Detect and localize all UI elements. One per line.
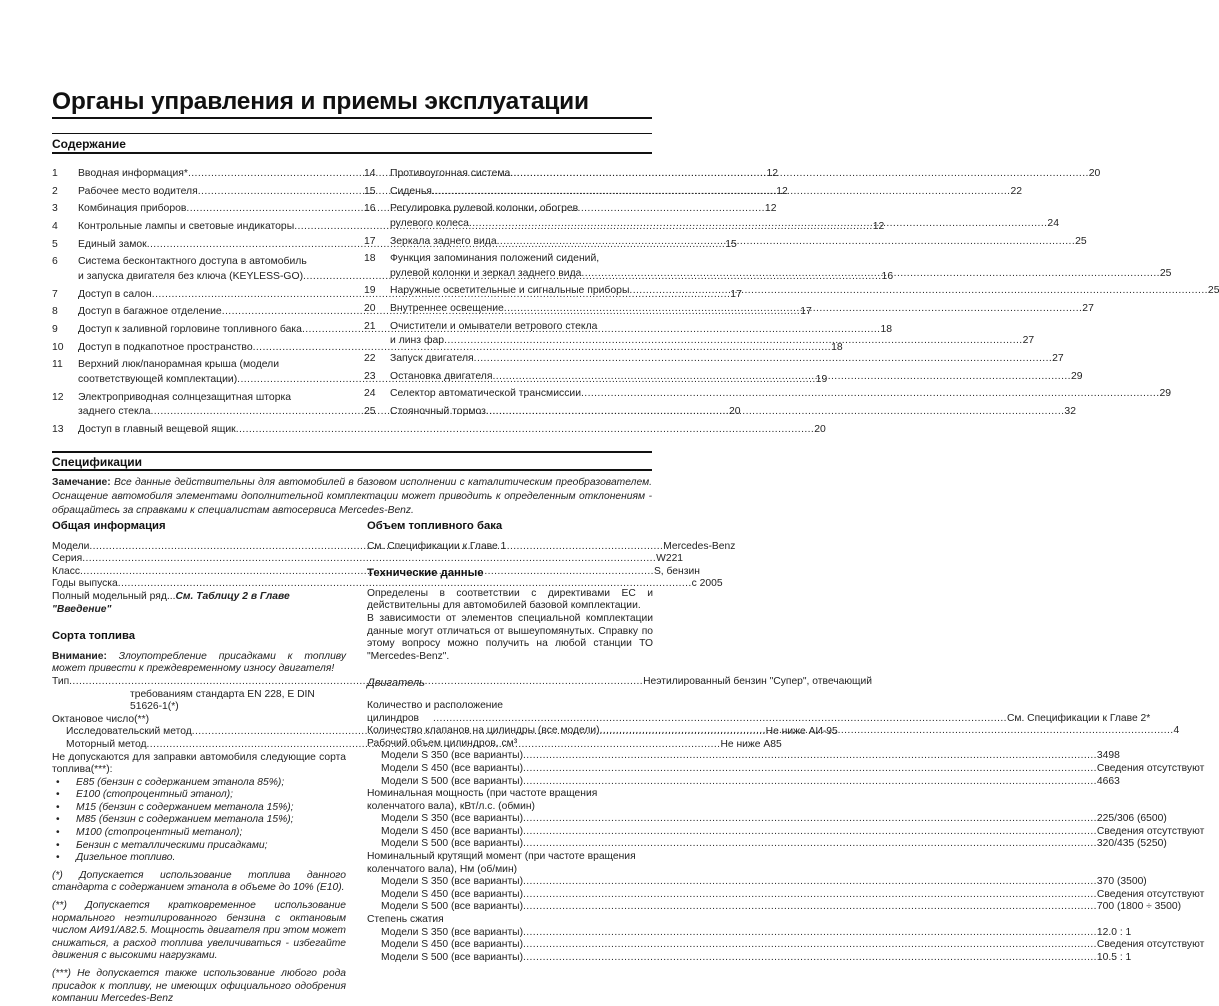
toc-item-label: Стояночный тормоз xyxy=(390,406,486,418)
toc-item-page: 18 xyxy=(831,341,843,353)
octane-label: Октановое число(**) xyxy=(52,713,150,725)
dot-leader xyxy=(492,370,1071,385)
octane-row: Моторный метод ..... Не ниже А85 xyxy=(52,739,346,752)
toc-item-body xyxy=(78,423,826,438)
toc-item-label: Селектор автоматической трансмиссии xyxy=(390,388,581,400)
torque-row: Модели S 450 (все варианты) ..... Сведения отсутствуют xyxy=(367,889,653,902)
toc-item-page: 12 xyxy=(776,185,788,197)
toc-item-label: Комбинация приборов xyxy=(78,203,187,215)
range-reference: См. Таблицу 2 в Главе "Введение" xyxy=(52,590,290,615)
toc-item-number: 4 xyxy=(52,221,58,233)
list-item: • M85 (бензин с содержанием метанола 15%); xyxy=(52,814,346,827)
toc-item-number: 11 xyxy=(52,359,63,371)
toc-item-page: 24 xyxy=(1047,217,1059,229)
toc-item-page: 22 xyxy=(1010,185,1022,197)
toc-item-label: Остановка двигателя xyxy=(390,370,493,382)
toc-item-page: 27 xyxy=(1022,335,1035,347)
toc-item-number: 17 xyxy=(364,235,376,247)
toc-item-label: Внутреннее освещение xyxy=(390,303,504,315)
dot-leader xyxy=(504,302,1083,317)
dot-leader xyxy=(581,387,1160,402)
bullet-icon: • xyxy=(56,852,60,864)
torque-row: Модели S 500 (все варианты) ..... 700 (1800 ÷ 3500) xyxy=(367,901,653,914)
toc-item-body xyxy=(390,302,1094,317)
toc-item-page: 27 xyxy=(1082,303,1094,315)
toc-item-label: рулевого колеса xyxy=(390,217,469,229)
toc-item-page: 20 xyxy=(1088,168,1101,179)
technical-heading: Технические данные xyxy=(367,567,484,580)
title-rule xyxy=(52,117,652,119)
toc-item-label: рулевой колонки и зеркал заднего вида xyxy=(390,267,582,279)
toc-item-number: 24 xyxy=(364,388,376,400)
toc-item-number: 9 xyxy=(52,324,58,335)
bullet-icon: • xyxy=(56,839,60,851)
toc-item-number: 25 xyxy=(364,406,376,418)
toc-item-body xyxy=(390,235,1087,250)
toc-item-number: 14 xyxy=(364,168,376,179)
displacement-row: Модели S 450 (все варианты) ..... Сведения отсутствуют xyxy=(367,763,653,776)
toc-item-label: Зеркала заднего вида xyxy=(390,235,497,247)
power-row: Модели S 450 (все варианты) ..... Сведения отсутствуют xyxy=(367,826,653,839)
general-row: Годы выпуска ..... с 2005 xyxy=(52,578,346,591)
dot-leader xyxy=(486,405,1065,420)
toc-item-body xyxy=(390,370,1083,385)
toc-item-page: 16 xyxy=(881,270,894,282)
toc-item-label-line: Система бесконтактного доступа в автомобиль xyxy=(78,256,307,268)
toc-item-number: 6 xyxy=(52,256,58,268)
technical-para-2: В зависимости от элементов специальной комплектации данные могут отличаться от вышеупомянутых. Справку по этому вопросу можно получить на любой станции ТО "Mercedes-Benz". xyxy=(367,612,653,662)
dot-leader xyxy=(432,185,1011,200)
general-row: Модели ..... Mercedes-Benz xyxy=(52,541,346,554)
specs-note xyxy=(52,476,652,519)
toc-item-page: 19 xyxy=(815,373,828,385)
toc-item-label-line: Верхний люк/панорамная крыша (модели xyxy=(78,359,280,371)
bullet-icon: • xyxy=(56,814,60,826)
power-row: Модели S 500 (все варианты) ..... 320/435 (5250) xyxy=(367,838,653,851)
compression-row: Модели S 500 (все варианты) ..... 10.5 : 1 xyxy=(367,952,653,965)
toc-item-body xyxy=(390,352,1064,367)
toc-item-page: 17 xyxy=(730,288,742,300)
toc-item-page: 12 xyxy=(766,168,779,179)
toc-item-label: и линз фар xyxy=(390,335,445,347)
toc-item-page: 29 xyxy=(1159,388,1172,400)
note-text: Все данные действительны для автомобилей в базовом исполнении с каталитическим преобразователем. Оснащение автомобиля элементами дополнительной комплектации может приводить к определенным отклонениям - обращайтесь за справками к специалистам автосервиса Mercedes-Benz. xyxy=(52,477,652,517)
compression-row: Модели S 350 (все варианты) ..... 12.0 : 1 xyxy=(367,927,653,940)
compression-row: Модели S 450 (все варианты) ..... Сведения отсутствуют xyxy=(367,939,653,952)
toc-item-number: 8 xyxy=(52,306,58,318)
bullet-icon: • xyxy=(56,789,60,801)
toc-item-label-line: Функция запоминания положений сидений, xyxy=(390,253,600,265)
toc-item[interactable] xyxy=(364,352,1064,367)
toc-item-body xyxy=(390,185,1022,200)
toc-item-label: Единый замок xyxy=(78,238,147,250)
list-item: • E100 (стопроцентный этанол); xyxy=(52,789,346,802)
technical-para-1: Определены в соответствии с директивами ЕС и действительны для автомобилей базовой комплектации. xyxy=(367,587,653,612)
prohibited-fuel-list xyxy=(52,777,346,865)
contents-heading: Содержание xyxy=(52,137,126,151)
toc-item-number: 12 xyxy=(52,391,64,403)
fuel-warning: Внимание: Злоупотребление присадками к топливу может привести к преждевременному износу двигателя! xyxy=(52,650,346,675)
toc-item-label: и запуска двигателя без ключа (KEYLESS-GO) xyxy=(78,270,304,282)
toc-item-number: 5 xyxy=(52,238,58,250)
toc-item-label: Доступ к заливной горловине топливного бака xyxy=(78,324,302,335)
dot-leader xyxy=(629,284,1208,299)
list-item: • Бензин с металлическими присадками; xyxy=(52,840,346,853)
fuel-type-standard: требованиям стандарта EN 228, E DIN 51626-1(*) xyxy=(130,688,315,713)
footnote-2: (**) Допускается кратковременное использование нормального неэтилированного бензина с октановым числом АИ91/А82.5. Мощность двигателя при этом может снижаться, а расход топлива увеличиваться - избегайте движения с высокими нагрузками. xyxy=(52,900,346,962)
specs-top-rule xyxy=(52,451,652,453)
dot-leader xyxy=(444,334,1023,349)
octane-row: Исследовательский метод ..... Не ниже АИ-95 xyxy=(52,726,346,739)
toc-item-number: 23 xyxy=(364,370,376,382)
list-item: • M15 (бензин с содержанием метанола 15%); xyxy=(52,802,346,815)
toc-item-page: 25 xyxy=(1207,285,1219,297)
footnote-3: (***) Не допускается также использование любого рода присадок к топливу, не имеющих официального одобрения компании Mercedes-Benz xyxy=(52,968,346,1005)
toc-item-label: Сиденья xyxy=(390,185,432,197)
toc-item-page: 15 xyxy=(725,238,737,250)
power-label-1: Номинальная мощность (при частоте вращения xyxy=(367,788,598,800)
toc-item-page: 20 xyxy=(814,423,826,435)
toc-item-number: 19 xyxy=(364,285,376,297)
displacement-row: Модели S 500 (все варианты) ..... 4663 xyxy=(367,776,653,789)
dot-leader xyxy=(510,167,1089,182)
bullet-icon: • xyxy=(56,827,60,839)
toc-item-number: 2 xyxy=(52,185,58,197)
toc-item-label: Контрольные лампы и световые индикаторы xyxy=(78,221,295,233)
cylinders-row: цилиндров ..... См. Спецификации к Главе 2* xyxy=(367,713,653,726)
bullet-icon: • xyxy=(56,801,60,813)
toc-item[interactable] xyxy=(52,423,826,438)
torque-row: Модели S 350 (все варианты) ..... 370 (3500) xyxy=(367,876,653,889)
list-item: • E85 (бензин с содержанием этанола 85%); xyxy=(52,777,346,790)
toc-item-number: 15 xyxy=(364,185,376,197)
footnote-1: (*) Допускается использование топлива данного стандарта с содержанием этанола в объеме до 10% (E10). xyxy=(52,869,346,894)
toc-item-page: 25 xyxy=(1159,267,1172,279)
toc-item-label: Доступ в багажное отделение xyxy=(78,306,222,318)
contents-bottom-rule xyxy=(52,152,652,154)
toc-item-label: заднего стекла xyxy=(78,406,151,418)
toc-item-number: 1 xyxy=(52,168,58,179)
toc-item-page: 20 xyxy=(728,406,741,418)
toc-item-label: Доступ в главный вещевой ящик xyxy=(78,423,236,435)
toc-item-number: 10 xyxy=(52,341,64,353)
toc-item-body xyxy=(390,284,1219,299)
dot-leader xyxy=(497,235,1076,250)
toc-item-body xyxy=(390,405,1076,420)
toc-item-label: Наружные осветительные и сигнальные приборы xyxy=(390,285,630,297)
note-label: Замечание: xyxy=(52,477,111,488)
toc-item-page: 29 xyxy=(1070,370,1083,382)
toc-item-label: Доступ в салон xyxy=(78,288,152,300)
toc-item-label-line: Очистители и омыватели ветрового стекла xyxy=(390,320,598,332)
toc-item-label: Противоугонная система xyxy=(390,168,511,179)
toc-item-number: 21 xyxy=(364,320,376,332)
power-label-2: коленчатого вала), кВт/л.с. (обмин) xyxy=(367,800,535,812)
toc-item-label: соответствующей комплектации) xyxy=(78,373,238,385)
toc-item-label: Запуск двигателя xyxy=(390,353,474,364)
general-row: Серия ..... W221 xyxy=(52,553,346,566)
contents-top-rule xyxy=(52,133,652,134)
toc-item-number: 20 xyxy=(364,303,376,315)
general-info-heading: Общая информация xyxy=(52,520,166,532)
valves-row: Количество клапанов на цилиндры (все модели) ..... 4 xyxy=(367,725,653,738)
list-item: • Дизельное топливо. xyxy=(52,852,346,865)
toc-item-page: 12 xyxy=(872,221,885,233)
tank-text: См. Спецификации к Главе 1 xyxy=(367,540,507,552)
general-range-row: Полный модельный ряд...См. Таблицу 2 в Главе "Введение" xyxy=(52,590,290,615)
dot-leader xyxy=(581,267,1160,282)
toc-item-body xyxy=(390,167,1100,182)
toc-item-label: Доступ в подкапотное пространство xyxy=(78,341,253,353)
toc-item-label-line: Регулировка рулевой колонки, обогрев xyxy=(390,203,579,215)
toc-item-page: 17 xyxy=(800,306,812,318)
toc-item-body xyxy=(390,387,1171,402)
toc-item-page: 32 xyxy=(1064,406,1076,418)
torque-label-2: коленчатого вала), Нм (об/мин) xyxy=(367,863,518,875)
power-row: Модели S 350 (все варианты) ..... 225/306 (6500) xyxy=(367,813,653,826)
displacement-row: Модели S 350 (все варианты) ..... 3498 xyxy=(367,750,653,763)
engine-heading: Двигатель xyxy=(367,677,425,690)
toc-item-page: 27 xyxy=(1052,353,1064,364)
displacement-label: Рабочий объем цилиндров, см³ xyxy=(367,737,518,749)
toc-item-label: Вводная информация* xyxy=(78,168,188,179)
prohibited-intro: Не допускаются для заправки автомобиля следующие сорта топлива(***): xyxy=(52,751,346,776)
tank-heading: Объем топливного бака xyxy=(367,520,503,532)
cylinders-label: Количество и расположение xyxy=(367,699,503,711)
toc-item-body xyxy=(390,202,1059,231)
dot-leader xyxy=(236,423,815,438)
toc-item-label-line: Электроприводная солнцезащитная шторка xyxy=(78,391,292,403)
torque-label-1: Номинальный крутящий момент (при частоте вращения xyxy=(367,851,636,863)
toc-item-number: 16 xyxy=(364,203,376,215)
compression-label: Степень сжатия xyxy=(367,914,444,926)
list-item: • M100 (стопроцентный метанол); xyxy=(52,827,346,840)
fuel-heading: Сорта топлива xyxy=(52,630,136,643)
toc-item-number: 22 xyxy=(364,353,376,364)
page-title: Органы управления и приемы эксплуатации xyxy=(52,88,589,115)
toc-item-number: 18 xyxy=(364,253,376,265)
specs-bottom-rule xyxy=(52,469,652,471)
dot-leader xyxy=(474,352,1053,367)
toc-item-number: 7 xyxy=(52,288,58,300)
toc-item-label: Рабочее место водителя xyxy=(78,185,198,197)
toc-item-body xyxy=(390,252,1171,281)
general-row: Класс ..... S, бензин xyxy=(52,566,346,579)
bullet-icon: • xyxy=(56,776,60,788)
toc-item-page: 18 xyxy=(880,324,893,335)
fuel-type-row: Тип ..... Неэтилированный бензин "Супер", отвечающий xyxy=(52,676,346,689)
toc-item-number: 3 xyxy=(52,203,58,215)
toc-item[interactable] xyxy=(364,387,1172,402)
toc-item-body xyxy=(390,320,1034,349)
dot-leader xyxy=(469,217,1048,232)
specs-heading: Спецификации xyxy=(52,455,143,469)
toc-item-page: 12 xyxy=(764,203,777,215)
toc-item-page: 25 xyxy=(1075,235,1087,247)
toc-item-number: 13 xyxy=(52,423,64,435)
